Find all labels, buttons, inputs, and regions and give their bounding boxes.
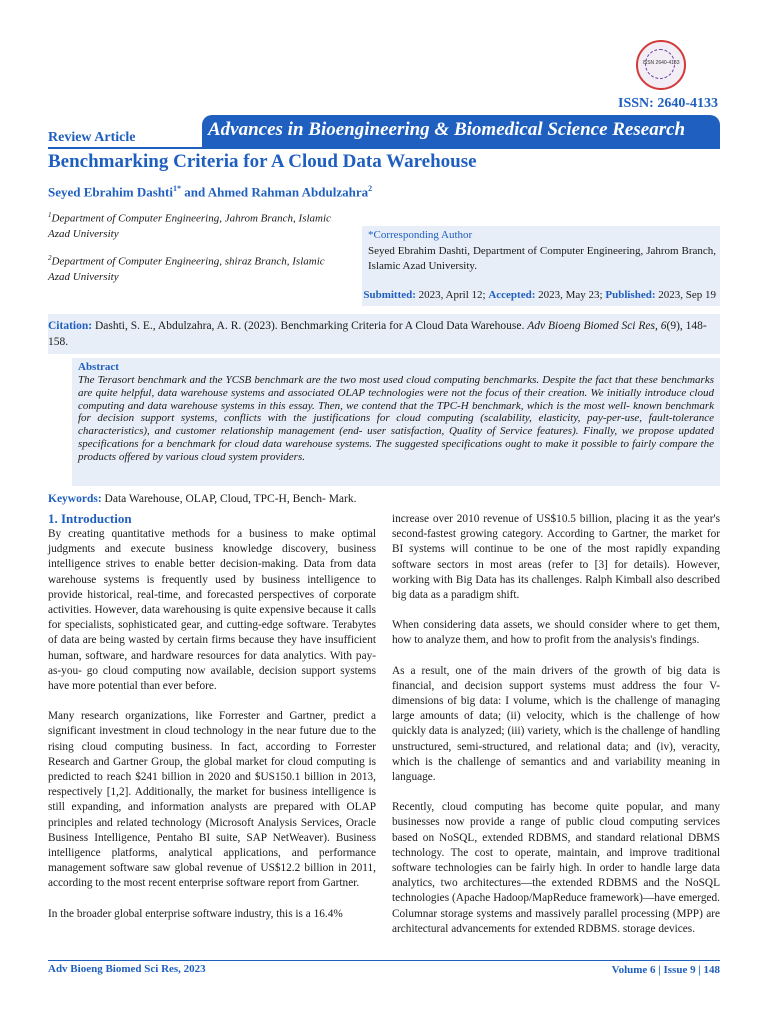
paragraph: As a result, one of the main drivers of the growth of big data is financial, and decision support systems must address the four V-dimensions of big data: I volume, which is the challenge of managing large amounts of data; (ii) velocity, which is the challenge of how quickly data is analyzed; (iii) variety, which is the challenge of handling unstructured, semi-structured, and relational data; and (iv), veracity, which is the challenge of semantics and and variability meaning in language. (392, 664, 720, 784)
journal-name: Advances in Bioengineering & Biomedical Science Research (208, 119, 686, 140)
paragraph: Many research organizations, like Forrester and Gartner, predict a significant investment in cloud technology in the near future due to the rising cloud computing business. In fact, according to Forrester Research and Gartner Group, the global market for cloud computing is predicted to reach $241 billion in 2020 and $US150.1 billion in 2013, respectively [1,2]. Additionally, the market for business intelligence is still expanding, and information analysts are prepared with OLAP principles and related technology (Microsoft Analysis Services, Oracle Business Intelligence, Pentaho BI suite, SAP NetWeaver). Business intelligence platforms, analytical applications, and performance management software saw global revenue of US$12.2 billion in 2011, according to the most recent enterprise software report from Gartner. (48, 710, 376, 890)
accepted-label: Accepted: (488, 289, 536, 301)
right-column (392, 512, 720, 952)
header-rule (48, 147, 720, 149)
paragraph: Recently, cloud computing has become quite popular, and many businesses now provide a range of public cloud computing services based on NoSQL, extended RDBMS, and standard relational DBMS technology. The cost to operate, maintain, and improve traditional software technologies can be fairly high. In order to handle large data analytics, two architectures—the extended RDBMS and the NoSQL technologies (Apache Hadoop/MapReduce framework)—have emerged. Columnar storage systems and massively parallel processing (MPP) are architectural advancements for extended RDBMS. storage devices. (392, 801, 720, 935)
article-title: Benchmarking Criteria for A Cloud Data Warehouse (48, 151, 477, 172)
author-1-sup: 1* (172, 184, 181, 193)
footer-rule (48, 960, 720, 961)
abstract-text: The Terasort benchmark and the YCSB benchmark are the two most used cloud computing benchmarks. Despite the fact that these benchmarks are quite helpful, data warehouse systems and associated OLAP technologies were not the focus of their creation. We initially introduce cloud computing and data warehouse systems in this essay. Then, we contend that the TPC-H benchmark, which is the most well- known benchmark for decision support systems, conflicts with the justifications for cloud computing (scalability, elasticity, pay-per-use, fault-tolerance characteristics), and customer relationship management (end- user satisfaction, Quality of Service features). Finally, we propose updated specifications for a benchmark for cloud data warehouse systems. The suggested specifications ought to make it possible to fairly compare the products offered by various cloud system providers. (78, 374, 714, 463)
author-2-sup: 2 (368, 184, 373, 193)
authors-and: and (180, 184, 208, 200)
citation-journal: Adv Bioeng Biomed Sci Res, 6 (527, 320, 667, 332)
keywords-label: Keywords: (48, 493, 102, 505)
published-label: Published: (605, 289, 656, 301)
article-type: Review Article (48, 130, 136, 145)
authors (48, 184, 372, 200)
affiliation-2 (48, 251, 348, 285)
affiliation-2-text: Department of Computer Engineering, shiraz Branch, Islamic Azad University (48, 255, 325, 283)
paragraph: When considering data assets, we should consider where to get them, how to analyze them, and how to profit from the analysis's findings. (392, 619, 720, 647)
affiliation-1 (48, 208, 348, 242)
affiliation-1-sup: 1 (48, 211, 52, 219)
abstract-box (72, 358, 720, 486)
left-column (48, 527, 376, 937)
section-heading: 1. Introduction (48, 511, 132, 526)
paragraph: In the broader global enterprise software industry, this is a 16.4% (48, 907, 343, 920)
submitted-label: Submitted: (363, 289, 416, 301)
author-2: Ahmed Rahman Abdulzahra (207, 184, 369, 200)
corresponding-author-box (362, 226, 720, 306)
corresponding-text: Seyed Ebrahim Dashti, Department of Computer Engineering, Jahrom Branch, Islamic Azad University. (368, 245, 716, 272)
footer-volume: Volume 6 | Issue 9 | 148 (611, 964, 720, 976)
citation-issue: (9), 148-158. (48, 320, 707, 348)
submitted-date: 2023, April 12; (418, 289, 486, 301)
paragraph: By creating quantitative methods for a business to make optimal judgments and execute business knowledge discovery, business intelligence strives to enable better decision-making. Data from data warehouse systems is frequently used by business intelligence to provide historical, real-time, and forecasted perspectives of corporate activities. However, data warehousing is quite expensive because it calls for specialists, sophisticated gear, and cutting-edge software. Terabytes of data are being wasted by certain firms because they have insufficient human, software, and hardware resources for data analytics. With pay-as-you- go cloud computing now available, decision support systems have more potential than ever before. (48, 528, 376, 693)
logo-text: ISSN 2640-4133 (642, 60, 680, 66)
corresponding-heading: *Corresponding Author (368, 229, 473, 241)
citation-box (48, 314, 720, 354)
accepted-date: 2023, May 23; (538, 289, 603, 301)
footer-journal: Adv Bioeng Biomed Sci Res, 2023 (48, 963, 206, 975)
abstract-heading: Abstract (78, 361, 119, 373)
keywords-text: Data Warehouse, OLAP, Cloud, TPC-H, Bench- Mark. (104, 493, 357, 505)
article-dates (363, 289, 716, 301)
citation-label: Citation: (48, 320, 93, 332)
citation (48, 318, 720, 350)
affiliation-2-sup: 2 (48, 254, 52, 262)
citation-text: Dashti, S. E., Abdulzahra, A. R. (2023). Benchmarking Criteria for A Cloud Data Warehouse. (94, 320, 525, 332)
published-date: 2023, Sep 19 (658, 289, 716, 301)
affiliation-1-text: Department of Computer Engineering, Jahrom Branch, Islamic Azad University (48, 212, 331, 240)
journal-logo (636, 40, 686, 90)
issn: ISSN: 2640-4133 (618, 96, 718, 111)
keywords (48, 493, 356, 505)
paragraph: increase over 2010 revenue of US$10.5 billion, placing it as the year's second-fastest growing category. According to Gartner, the market for BI systems will continue to be one of the most rapidly expanding software sectors in most areas (refer to [3] for details). However, working with Big Data has its challenges. Ralph Kimball also described big data as a paradigm shift. (392, 513, 720, 602)
author-1: Seyed Ebrahim Dashti (48, 184, 173, 200)
